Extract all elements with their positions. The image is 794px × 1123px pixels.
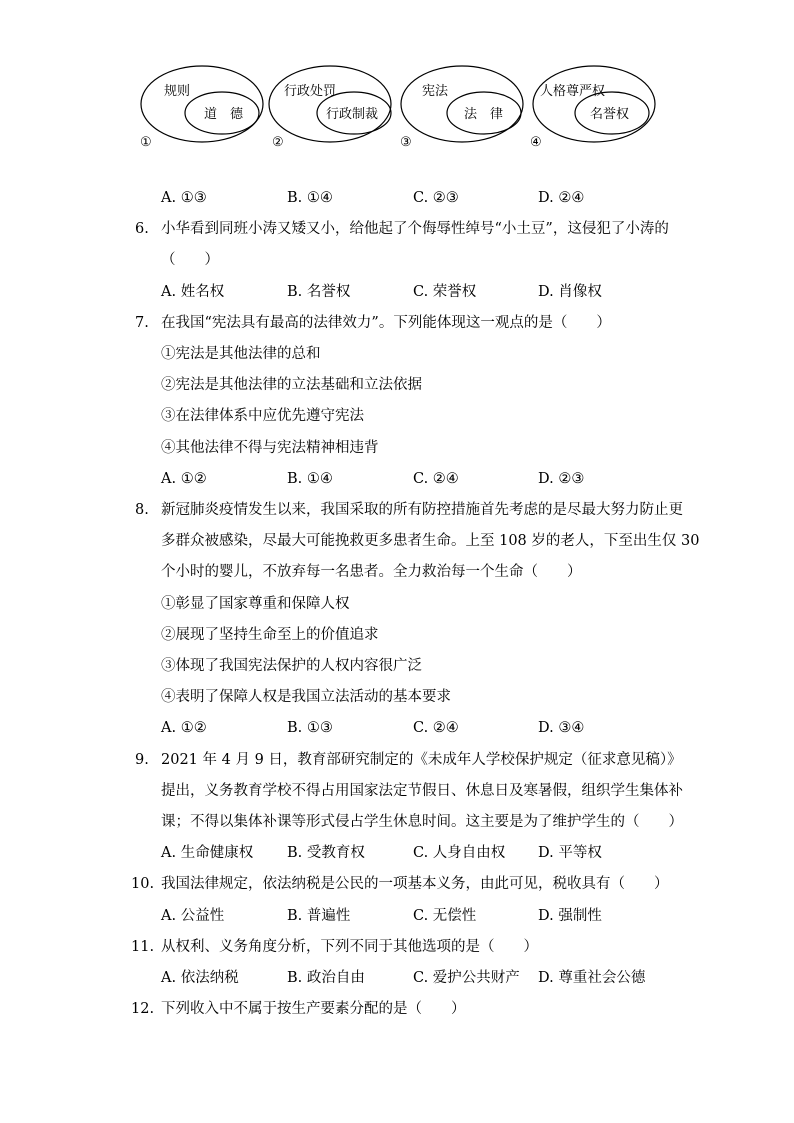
q10-line-1: 我国法律规定，依法纳税是公民的一项基本义务，由此可见，税收具有（ ） <box>161 876 669 892</box>
inner-label: 道 德 <box>204 107 244 122</box>
q7-statement-2: ②宪法是其他法律的立法基础和立法依据 <box>161 377 422 393</box>
q6-line-1: 小华看到同班小涛又矮又小，给他起了个侮辱性绰号“小土豆”，这侵犯了小涛的 <box>161 221 669 237</box>
q8-option-d: D. ③④ <box>538 720 585 736</box>
q9-line-3: 课；不得以集体补课等形式侵占学生休息时间。这主要是为了维护学生的（ ） <box>161 814 683 830</box>
q6-number: 6. <box>135 221 149 237</box>
q9-option-c: C. 人身自由权 <box>413 845 506 861</box>
q8-number: 8. <box>135 502 149 518</box>
q11-number: 11. <box>131 939 155 955</box>
outer-label: 规则 <box>164 84 191 99</box>
outer-label: 人格尊严权 <box>540 84 606 99</box>
q6-line-2: （ ） <box>161 252 219 268</box>
q10-option-b: B. 普遍性 <box>287 908 351 924</box>
q9-option-a: A. 生命健康权 <box>161 845 254 861</box>
q7-number: 7. <box>135 315 149 331</box>
q7-option-c: C. ②④ <box>413 471 459 487</box>
q10-number: 10. <box>131 876 155 892</box>
q9-line-1: 2021 年 4 月 9 日，教育部研究制定的《未成年人学校保护规定（征求意见稿）》 <box>161 752 682 768</box>
inner-label: 名誉权 <box>590 107 630 122</box>
q9-number: 9. <box>135 752 149 768</box>
q11-option-b: B. 政治自由 <box>287 970 365 986</box>
figure-marker: ① <box>140 135 152 150</box>
q11-option-a: A. 依法纳税 <box>161 970 239 986</box>
q7-statement-3: ③在法律体系中应优先遵守宪法 <box>161 408 364 424</box>
q8-option-b: B. ①③ <box>287 720 333 736</box>
q8-statement-1: ①彰显了国家尊重和保障人权 <box>161 596 350 612</box>
q7-option-d: D. ②③ <box>538 471 585 487</box>
q7-statement-1: ①宪法是其他法律的总和 <box>161 346 321 362</box>
q8-statement-4: ④表明了保障人权是我国立法活动的基本要求 <box>161 689 451 705</box>
q6-option-c: C. 荣誉权 <box>413 284 477 300</box>
q8-option-c: C. ②④ <box>413 720 459 736</box>
q11-option-d: D. 尊重社会公德 <box>538 970 646 986</box>
venn-figure-1 <box>140 66 263 150</box>
q7-line-1: 在我国“宪法具有最高的法律效力”。下列能体现这一观点的是（ ） <box>161 315 611 331</box>
q8-statement-2: ②展现了坚持生命至上的价值追求 <box>161 627 379 643</box>
q9-line-2: 提出，义务教育学校不得占用国家法定节假日、休息日及寒暑假，组织学生集体补 <box>161 783 683 799</box>
q9-option-d: D. 平等权 <box>538 845 602 861</box>
inner-label: 法 律 <box>464 107 504 122</box>
outer-label: 行政处罚 <box>284 84 337 99</box>
q8-option-a: A. ①② <box>161 720 207 736</box>
q6-option-a: A. 姓名权 <box>161 284 225 300</box>
q6-option-d: D. 肖像权 <box>538 284 602 300</box>
figure-marker: ② <box>272 135 284 150</box>
outer-circle <box>533 66 655 142</box>
q7-option-a: A. ①② <box>161 471 207 487</box>
venn-diagrams <box>0 0 794 160</box>
venn-figure-2 <box>269 66 391 150</box>
q10-option-c: C. 无偿性 <box>413 908 477 924</box>
venn-figure-4 <box>530 66 655 150</box>
figure-marker: ④ <box>530 135 542 150</box>
q10-option-a: A. 公益性 <box>161 908 225 924</box>
inner-label: 行政制裁 <box>326 107 379 122</box>
q8-line-1: 新冠肺炎疫情发生以来，我国采取的所有防控措施首先考虑的是尽最大努力防止更 <box>161 502 683 518</box>
q11-option-c: C. 爱护公共财产 <box>413 970 520 986</box>
q9-option-b: B. 受教育权 <box>287 845 365 861</box>
q6-option-b: B. 名誉权 <box>287 284 351 300</box>
q10-option-d: D. 强制性 <box>538 908 602 924</box>
q8-line-3: 个小时的婴儿，不放弃每一名患者。全力救治每一个生命（ ） <box>161 564 582 580</box>
q5-option-c: C. ②③ <box>413 190 459 206</box>
q5-option-b: B. ①④ <box>287 190 333 206</box>
q5-option-d: D. ②④ <box>538 190 585 206</box>
venn-diagram-row <box>0 0 794 160</box>
figure-marker: ③ <box>400 135 412 150</box>
q8-line-2: 多群众被感染，尽最大可能挽救更多患者生命。上至 108 岁的老人，下至出生仅 30 <box>161 533 700 549</box>
q7-statement-4: ④其他法律不得与宪法精神相违背 <box>161 440 379 456</box>
q7-option-b: B. ①④ <box>287 471 333 487</box>
q11-line-1: 从权利、义务角度分析，下列不同于其他选项的是（ ） <box>161 939 538 955</box>
outer-label: 宪法 <box>422 84 449 99</box>
q8-statement-3: ③体现了我国宪法保护的人权内容很广泛 <box>161 658 422 674</box>
q12-line-1: 下列收入中不属于按生产要素分配的是（ ） <box>161 1001 466 1017</box>
q12-number: 12. <box>131 1001 155 1017</box>
venn-figure-3 <box>400 66 523 150</box>
q5-option-a: A. ①③ <box>161 190 207 206</box>
